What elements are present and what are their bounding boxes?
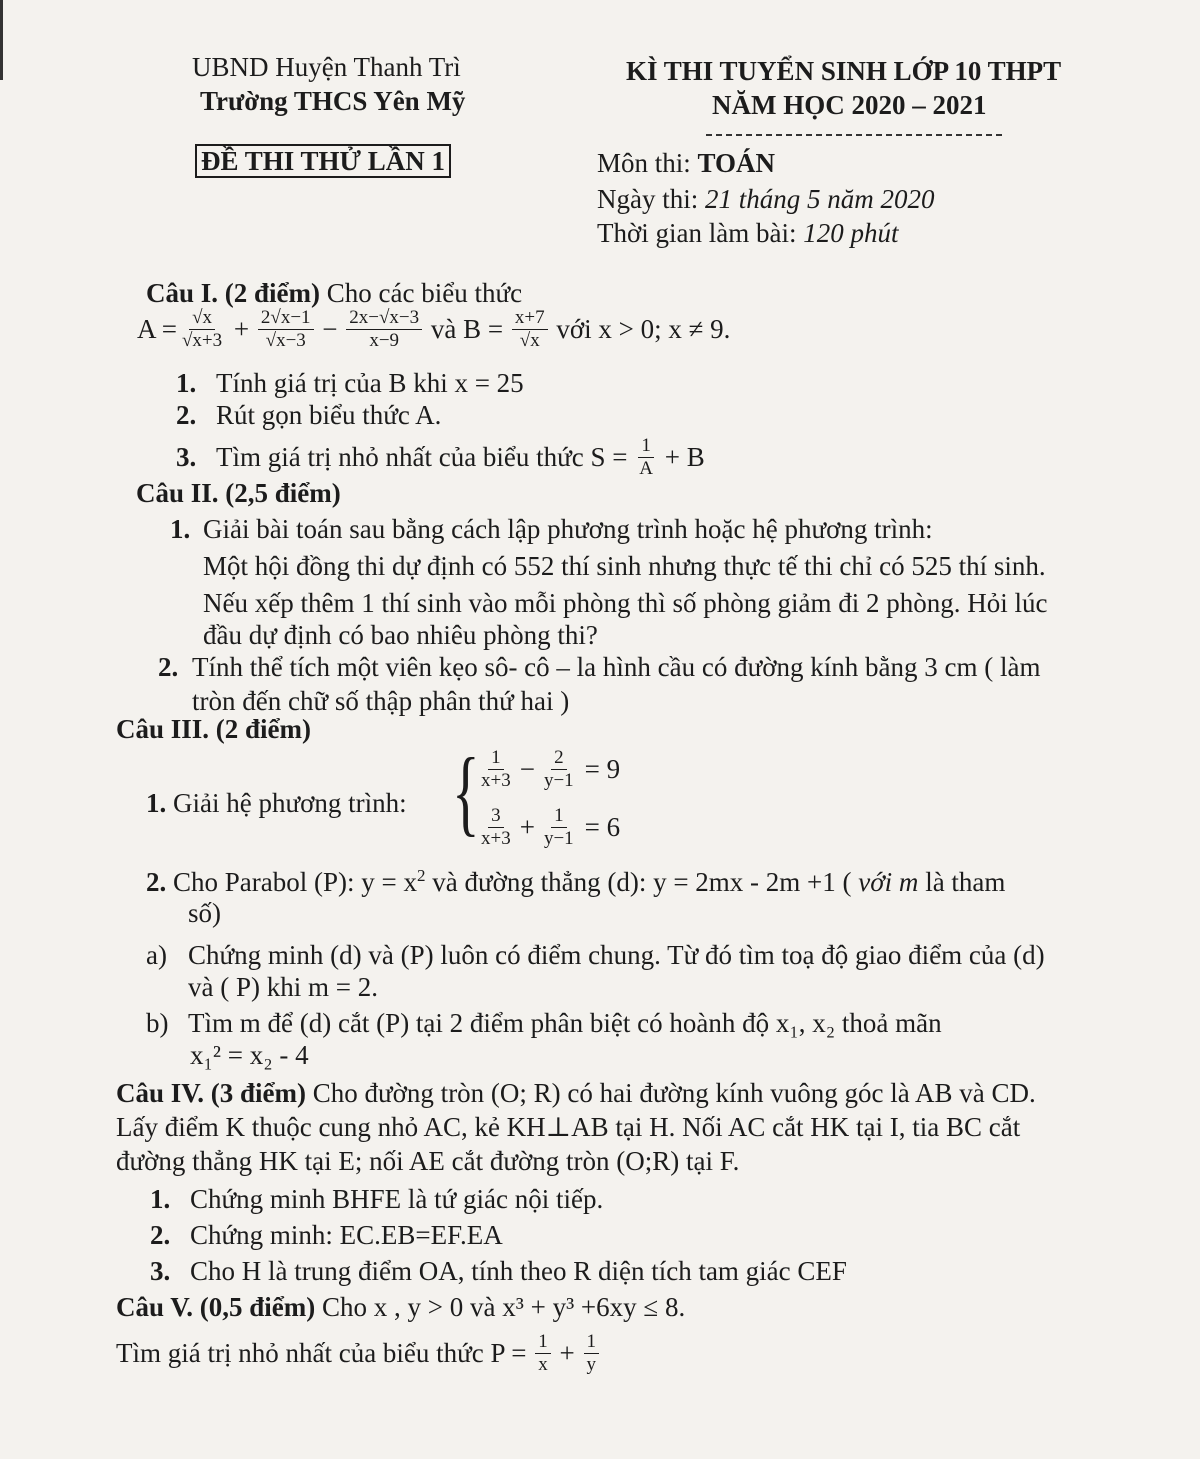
time-line	[597, 218, 899, 249]
frac-num: 1	[535, 1332, 551, 1354]
frac-num: 2√x−1	[258, 308, 314, 330]
formula-condition: với x > 0; x ≠ 9.	[549, 313, 731, 344]
q5-title: Câu V. (0,5 điểm)	[116, 1292, 316, 1322]
q4-item-1	[150, 1184, 603, 1215]
page-edge-mark	[0, 0, 3, 80]
q4-line-3: đường thẳng HK tại E; nối AE cắt đường tròn (O;R) tại F.	[116, 1146, 740, 1176]
system-row-1	[476, 748, 620, 791]
q1-item-2	[176, 400, 441, 431]
fraction-4	[512, 308, 548, 351]
item-number: 1.	[146, 788, 167, 818]
frac-num: 1	[488, 748, 504, 770]
item-number: 3.	[176, 441, 197, 472]
op: +	[519, 811, 535, 842]
item-number: 3.	[150, 1256, 171, 1286]
item-text: Giải hệ phương trình:	[173, 788, 407, 818]
item-text: Tìm giá trị nhỏ nhất của biểu thức P =	[116, 1337, 534, 1368]
formula-b-lhs: và B =	[424, 313, 510, 344]
frac-den: y−1	[543, 827, 574, 849]
fraction	[478, 806, 514, 849]
date-line	[597, 184, 935, 215]
item-number: 2.	[150, 1220, 171, 1250]
q4-intro: Cho đường tròn (O; R) có hai đường kính vuông góc là AB và CD.	[306, 1078, 1036, 1108]
formula-a-lhs: A =	[137, 313, 177, 344]
item-text: và đường thẳng (d): y = 2mx - 2m +1 (	[425, 867, 859, 897]
header-school: Trường THCS Yên Mỹ	[200, 86, 466, 116]
q2-item-1-line-3: Nếu xếp thêm 1 thí sinh vào mỗi phòng thì số phòng giảm đi 2 phòng. Hỏi lúc	[203, 588, 1048, 618]
fraction-2	[258, 308, 314, 351]
superscript: 2	[416, 866, 426, 885]
q2-item-2-line-2: tròn đến chữ số thập phân thứ hai )	[192, 686, 570, 716]
subject-label: Môn thi:	[597, 148, 698, 178]
school-year: NĂM HỌC 2020 – 2021	[712, 90, 987, 120]
q1-heading	[146, 278, 522, 309]
frac-num: 1	[638, 436, 654, 458]
fraction-1-over-a	[636, 436, 656, 479]
q2-item-1-number: 1.	[170, 514, 191, 544]
q1-item-1	[176, 368, 524, 399]
rhs: = 6	[584, 811, 621, 842]
frac-num: 1	[551, 806, 567, 828]
system-row-2	[476, 806, 620, 849]
date-value: 21 tháng 5 năm 2020	[705, 184, 935, 214]
q3-item-2-line-1	[146, 866, 1005, 898]
frac-num: 1	[584, 1332, 600, 1354]
q3-item-b-line-2: x₁² = x₂ - 4	[190, 1040, 309, 1070]
fraction-1-over-y	[584, 1332, 600, 1375]
item-text: Rút gọn biểu thức A.	[216, 400, 442, 430]
q5-line-2	[116, 1332, 601, 1375]
subject-value: TOÁN	[697, 148, 776, 178]
q2-heading: Câu II. (2,5 điểm)	[136, 478, 341, 508]
q3-heading: Câu III. (2 điểm)	[116, 714, 312, 744]
q3-item-2-line-2: số)	[188, 898, 221, 928]
q4-item-3	[150, 1256, 847, 1287]
q1-title: Câu I. (2 điểm)	[146, 278, 320, 308]
frac-num: 2x−√x−3	[346, 308, 422, 330]
fraction-3	[346, 308, 422, 351]
op-plus: +	[552, 1337, 582, 1368]
item-number: 2.	[146, 867, 167, 897]
fraction	[541, 748, 577, 791]
time-label: Thời gian làm bài:	[597, 218, 804, 248]
q2-item-1-line-4: đầu dự định có bao nhiêu phòng thi?	[203, 620, 598, 650]
op-plus: +	[227, 313, 256, 344]
frac-den: x	[538, 1353, 548, 1375]
frac-num: √x	[189, 308, 215, 330]
q4-item-2	[150, 1220, 503, 1251]
item-text: Tìm giá trị nhỏ nhất của biểu thức S =	[216, 441, 635, 472]
q4-title: Câu IV. (3 điểm)	[116, 1078, 307, 1108]
frac-den: y−1	[543, 769, 574, 791]
q3-item-a-line-1: Chứng minh (d) và (P) luôn có điểm chung. Từ đó tìm toạ độ giao điểm của (d)	[188, 940, 1045, 970]
q3-item-1	[146, 788, 407, 819]
item-text-italic: với m	[858, 867, 919, 897]
q3-item-b-number: b)	[146, 1008, 169, 1038]
date-label: Ngày thi:	[597, 184, 705, 214]
rhs: = 9	[584, 753, 621, 784]
q1-formula	[137, 308, 730, 351]
q2-item-2-line-1: Tính thể tích một viên kẹo sô- cô – la hình cầu có đường kính bằng 3 cm ( làm	[192, 652, 1041, 682]
frac-den: y	[586, 1353, 597, 1375]
item-text: Chứng minh BHFE là tứ giác nội tiếp.	[190, 1184, 604, 1214]
q3-item-a-line-2: và ( P) khi m = 2.	[188, 972, 378, 1002]
q2-item-2-number: 2.	[158, 652, 179, 682]
q3-item-a-number: a)	[146, 940, 167, 970]
item-text: Chứng minh: EC.EB=EF.EA	[190, 1220, 503, 1250]
q5-line-1	[116, 1292, 685, 1323]
frac-den: x+3	[481, 827, 511, 849]
q5-intro: Cho x , y > 0 và x³ + y³ +6xy ≤ 8.	[315, 1292, 686, 1322]
item-text: Cho Parabol (P): y = x	[173, 867, 417, 897]
header-divider	[706, 134, 1002, 136]
q2-item-1-line-2: Một hội đồng thi dự định có 552 thí sinh nhưng thực tế thi chỉ có 525 thí sinh.	[203, 551, 1046, 581]
frac-num: x+7	[512, 308, 548, 330]
fraction-1	[179, 308, 225, 351]
item-number: 2.	[176, 400, 197, 430]
fraction	[541, 806, 577, 849]
header-org: UBND Huyện Thanh Trì	[192, 52, 461, 82]
item-number: 1.	[176, 368, 197, 398]
q4-line-2: Lấy điểm K thuộc cung nhỏ AC, kẻ KH⊥AB tại H. Nối AC cắt HK tại I, tia BC cắt	[116, 1112, 1021, 1142]
item-text: Tính giá trị của B khi x = 25	[216, 368, 524, 398]
fraction-1-over-x	[535, 1332, 551, 1375]
q3-item-b-line-1: Tìm m để (d) cắt (P) tại 2 điểm phân biệt có hoành độ x₁, x₂ thoả mãn	[188, 1008, 942, 1038]
op-minus: −	[315, 313, 345, 344]
exam-title: KÌ THI TUYỂN SINH LỚP 10 THPT	[626, 56, 1062, 86]
frac-den: x+3	[481, 769, 511, 791]
q2-item-1-line-1: Giải bài toán sau bằng cách lập phương trình hoặc hệ phương trình:	[203, 514, 933, 544]
q1-item-3	[176, 436, 705, 479]
q1-intro: Cho các biểu thức	[320, 278, 523, 308]
frac-den: A	[639, 457, 654, 479]
frac-den: x−9	[369, 329, 400, 351]
op: −	[519, 753, 535, 784]
time-value: 120 phút	[803, 218, 899, 248]
frac-num: 3	[488, 806, 504, 828]
subject-line	[597, 148, 775, 179]
item-text-tail: + B	[658, 441, 705, 472]
item-text: Cho H là trung điểm OA, tính theo R diện tích tam giác CEF	[190, 1256, 847, 1286]
frac-den: √x+3	[182, 329, 223, 351]
trial-exam-label	[195, 146, 451, 177]
frac-den: √x−3	[265, 329, 306, 351]
trial-exam-box: ĐỀ THI THỬ LẦN 1	[195, 144, 451, 178]
fraction	[478, 748, 514, 791]
frac-num: 2	[551, 748, 567, 770]
frac-den: √x	[519, 329, 540, 351]
q4-line-1	[116, 1078, 1036, 1109]
system-brace: {	[452, 738, 480, 845]
item-number: 1.	[150, 1184, 171, 1214]
item-text: là tham	[918, 867, 1006, 897]
